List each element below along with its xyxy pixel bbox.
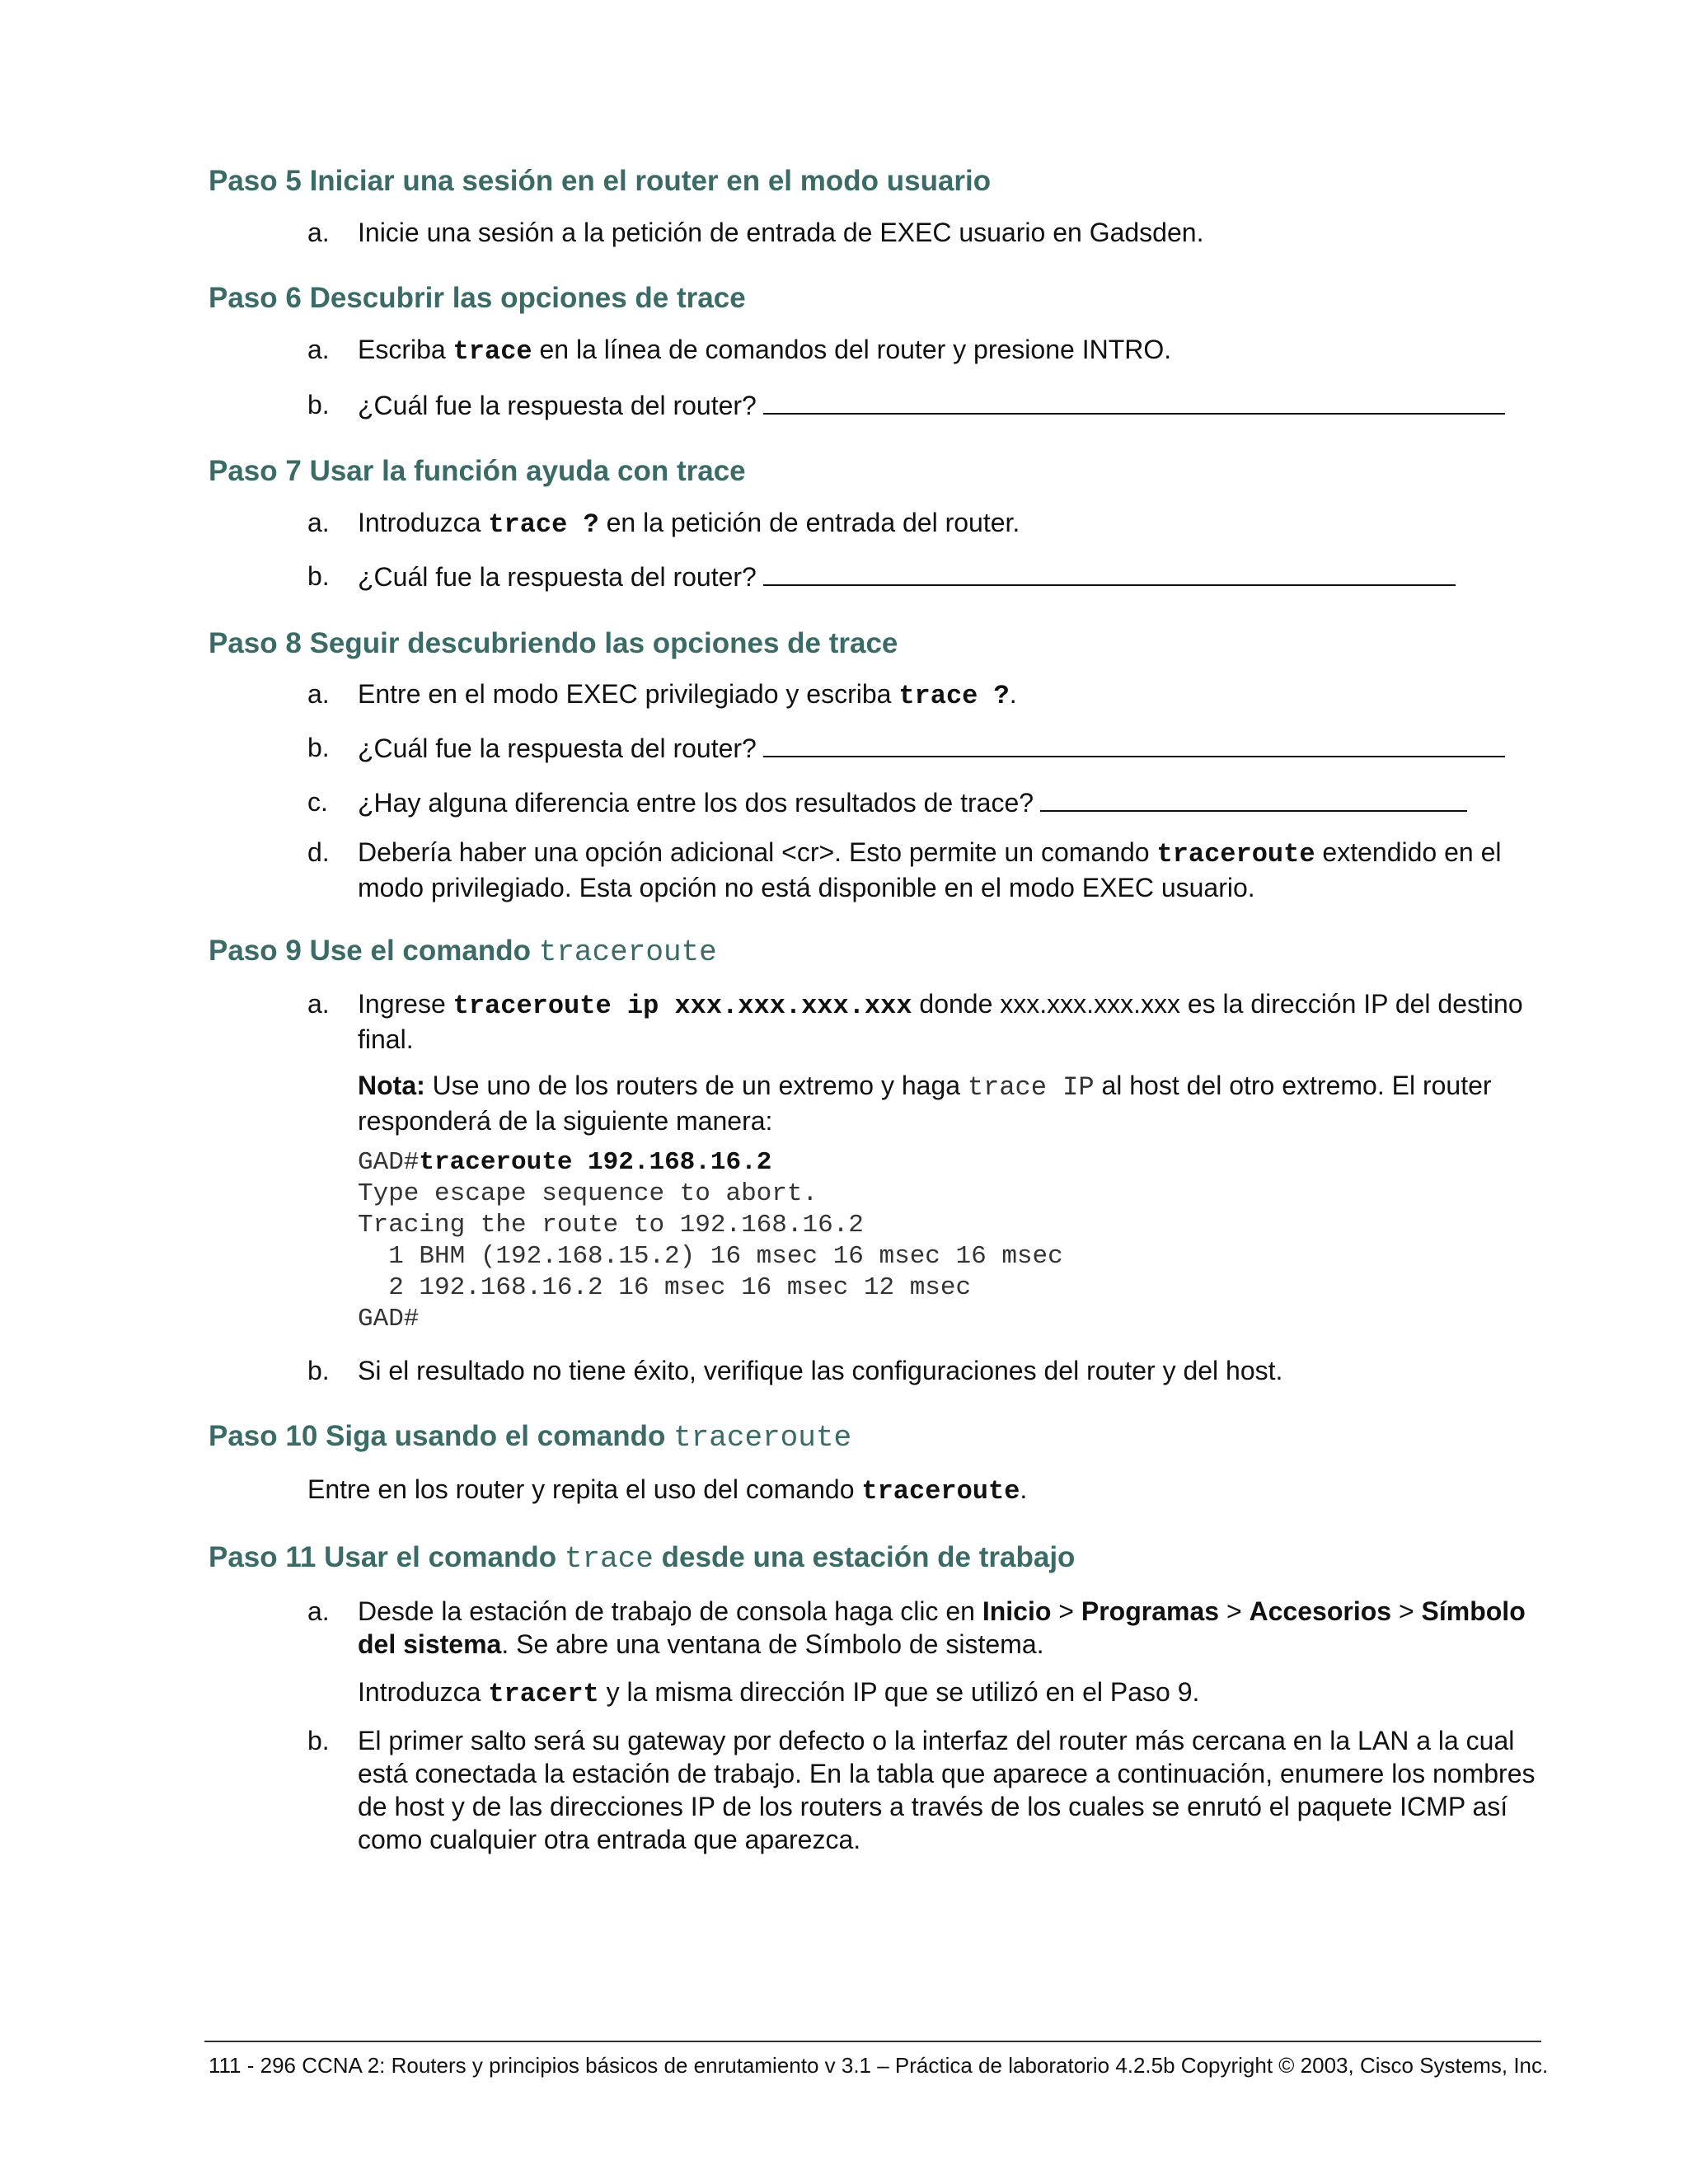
step-7-item-a: Introduzca trace ? en la petición de entrada del router. [358,508,1020,540]
step-7-item-b: ¿Cuál fue la respuesta del router? [358,560,1456,593]
traceroute-output: GAD#traceroute 192.168.16.2 Type escape sequence to abort. Tracing the route to 192.168.16.2 1 BHM (192.168.15.2) 16 msec 16 msec 16 msec 2 192.168.16.2 16 msec 16 msec 12 msec GAD# [358,1148,1063,1333]
step-6-label-b: b. [307,390,330,419]
menu-simbolo-sistema: Símbolo del sistema [358,1596,1526,1659]
inline-command: trace IP [967,1072,1095,1103]
step-8-label-a: a. [307,679,330,709]
step-5-item-a: Inicie una sesión a la petición de entrada de EXEC usuario en Gadsden. [358,218,1204,247]
answer-blank[interactable] [1040,785,1467,812]
menu-accesorios: Accesorios [1249,1596,1392,1626]
step-8-label-d: d. [307,837,330,867]
command-text: trace ? [898,681,1010,711]
step-7-label-b: b. [307,561,330,591]
step-11-item-b: El primer salto será su gateway por defecto o la interfaz del router más cercana en la LAN a la cual está conectada la estación de trabajo. En la tabla que aparece a continuación, enumere los nombres de host y de las direcciones IP de los routers a través de los cuales se enrutó el paquete ICMP así como cualquier otra entrada que aparezca. [358,1726,1536,1854]
step-8-label-b: b. [307,733,330,762]
step-11-heading: Paso 11 Usar el comando trace desde una estación de trabajo [209,1541,1076,1576]
step-8-item-b: ¿Cuál fue la respuesta del router? [358,731,1505,765]
step-9-note: Nota: Use uno de los routers de un extremo y haga trace IP al host del otro extremo. El router responderá de la siguiente manera: [358,1071,1492,1136]
step-9-item-b: Si el resultado no tiene éxito, verifique las configuraciones del router y del host. [358,1356,1283,1385]
command-text: trace ? [488,509,599,540]
step-8-heading: Paso 8 Seguir descubriendo las opciones de trace [209,627,898,659]
step-10-text: Entre en los router y repita el uso del comando traceroute. [307,1474,1028,1507]
step-7-heading: Paso 7 Usar la función ayuda con trace [209,455,746,487]
step-5-heading: Paso 5 Iniciar una sesión en el router en el modo usuario [209,165,992,197]
command-text: tracert [488,1679,599,1709]
step-9-label-a: a. [307,989,330,1019]
step-8-label-c: c. [307,787,328,817]
step-9-label-b: b. [307,1356,330,1385]
command-text: traceroute [861,1476,1020,1507]
menu-programas: Programas [1081,1596,1220,1626]
note-label: Nota: [358,1071,425,1100]
step-8-item-a: Entre en el modo EXEC privilegiado y escriba trace ?. [358,679,1017,711]
step-8-item-c: ¿Hay alguna diferencia entre los dos resultados de trace? [358,785,1467,819]
heading-command: traceroute [538,935,717,969]
heading-command: traceroute [673,1421,852,1455]
answer-blank[interactable] [763,388,1505,415]
step-10-heading: Paso 10 Siga usando el comando traceroute [209,1420,852,1455]
step-11-label-b: b. [307,1726,330,1755]
step-5-label-a: a. [307,218,330,247]
step-9-item-a: Ingrese traceroute ip xxx.xxx.xxx.xxx donde xxx.xxx.xxx.xxx es la dirección IP del destino final. [358,989,1523,1054]
footer-divider [204,2041,1541,2042]
command-text: traceroute [1156,839,1315,869]
page-footer: 111 - 296 CCNA 2: Routers y principios básicos de enrutamiento v 3.1 – Práctica de laboratorio 4.2.5b Copyright © 2003, Cisco Systems, Inc. [209,2053,1549,2078]
answer-blank[interactable] [763,731,1505,757]
step-6-label-a: a. [307,335,330,364]
step-9-heading: Paso 9 Use el comando traceroute [209,935,717,969]
step-11-item-a2: Introduzca tracert y la misma dirección IP que se utilizó en el Paso 9. [358,1677,1200,1709]
step-6-item-a: Escriba trace en la línea de comandos del router y presione INTRO. [358,335,1172,367]
step-8-item-d: Debería haber una opción adicional <cr>. Esto permite un comando traceroute extendido en el modo privilegiado. Esta opción no está disponible en el modo EXEC usuario. [358,837,1502,902]
answer-blank[interactable] [763,560,1456,586]
step-6-item-b: ¿Cuál fue la respuesta del router? [358,388,1505,422]
step-6-heading: Paso 6 Descubrir las opciones de trace [209,282,746,314]
menu-inicio: Inicio [982,1596,1052,1626]
heading-command: trace [564,1542,654,1576]
step-11-label-a: a. [307,1596,330,1626]
command-text: traceroute ip xxx.xxx.xxx.xxx [452,991,912,1021]
step-11-item-a: Desde la estación de trabajo de consola haga clic en Inicio > Programas > Accesorios > Símbolo del sistema. Se abre una ventana de Símbolo de sistema. [358,1596,1526,1659]
command-text: trace [452,336,532,367]
step-7-label-a: a. [307,508,330,537]
